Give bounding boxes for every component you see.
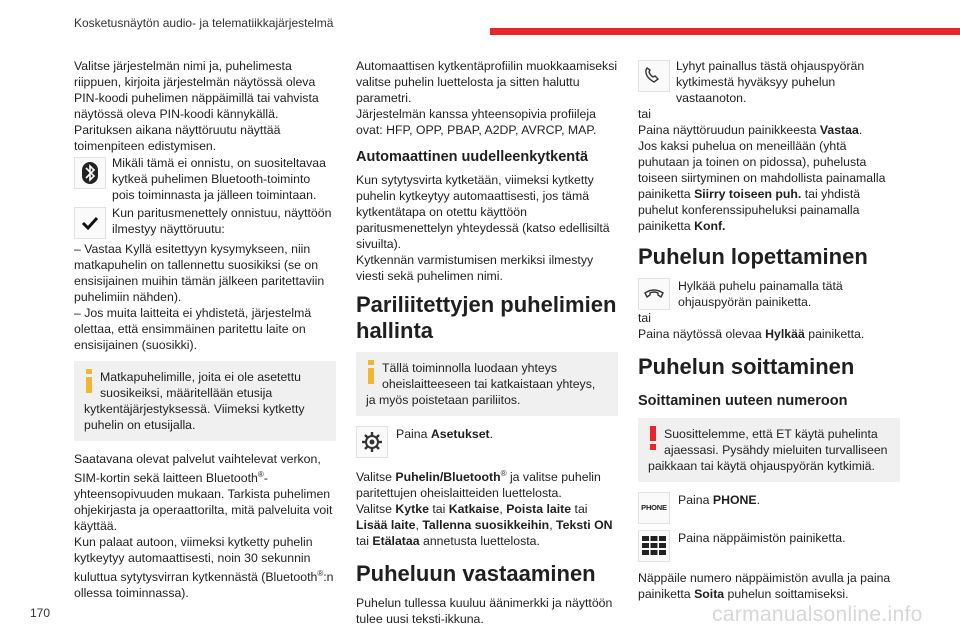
section-title: Puhelun lopettaminen — [638, 244, 868, 269]
paragraph: Näppäile numero näppäimistön avulla ja paina painiketta Soita puhelun soittamiseksi. — [638, 571, 891, 601]
section-title: Pariliitettyjen puhelimien hallinta — [356, 292, 617, 343]
paragraph: – Vastaa Kyllä esitettyyn kysymykseen, niin matkapuhelin on tallennettu suosikiksi (se on ensisijainen muihin tämän jälkeen paritettaviin puhelimiin nähden). — [74, 242, 325, 304]
note-text: Matkapuhelimille, joita ei ole asetettu suosikeiksi, määritellään etusija kytkentäjärjestyksessä. Viimeksi kytketty puhelin on etusijalla. — [84, 370, 305, 432]
section-title: Puhelun soittaminen — [638, 354, 855, 379]
paragraph: – Jos muita laitteita ei yhdistetä, järjestelmä olettaa, että ensimmäinen paritettu laite on ensisijainen (suosikki). — [74, 306, 312, 352]
keypad-step — [638, 530, 900, 562]
note-text: Suosittelemme, että ET käytä puhelinta ajaessasi. Pysähdy mieluiten turvalliseen paikkaan tai käytä ohjauspyörän kytkimiä. — [648, 427, 888, 473]
paragraph: Valitse järjestelmän nimi ja, puhelimesta riippuen, kirjoita järjestelmän näytössä oleva PIN-koodi puhelimen näppäimillä tai vahvista näytössä oleva PIN-koodi kännykällä. — [74, 59, 319, 121]
paragraph: Kytkennän varmistumisen merkiksi ilmestyy viesti sekä puhelimen nimi. — [356, 253, 594, 283]
paragraph: Paina näytössä olevaa Hylkää painiketta. — [638, 327, 865, 341]
paragraph: Mikäli tämä ei onnistu, on suositeltavaa kytkeä puhelimen Bluetooth-toiminto pois toiminnasta ja jälleen toimintaan. — [112, 156, 326, 202]
column-2 — [356, 58, 618, 627]
paragraph: Automaattisen kytkentäprofiilin muokkaamiseksi valitse puhelin luettelosta ja sitten haluttu parametri. — [356, 59, 618, 105]
pairing-success-tip — [74, 205, 336, 353]
info-icon — [84, 369, 94, 397]
phone-button-icon: PHONE — [638, 492, 670, 524]
info-note — [356, 352, 618, 416]
paragraph: Valitse Puhelin/Bluetooth® ja valitse puhelin paritettujen oheislaitteiden luettelosta. — [356, 469, 601, 501]
paragraph: Lyhyt painallus tästä ohjauspyörän kytkimestä hyväksyy puhelun vastaanoton. — [676, 59, 865, 105]
section-heading: Soittaminen uuteen numeroon — [638, 393, 848, 409]
gear-icon — [356, 426, 388, 458]
paragraph: Kun sytytysvirta kytketään, viimeksi kytketty puhelin kytkeytyy automaattisesti, jos tämä kytkentätapa on otettu käyttöön paritusmenettelyn yhteydessä (katso edellisiltä sivuilta). — [356, 173, 610, 251]
running-header: Kosketusnäytön audio- ja telematiikkajärjestelmä — [74, 16, 334, 30]
checkmark-icon — [74, 207, 106, 239]
paragraph: Paina näppäimistön painiketta. — [678, 531, 846, 545]
paragraph: Jos kaksi puhelua on meneillään (yhtä puhutaan ja toinen on pidossa), puhelusta toiseen siirtyminen on mahdollista painamalla painiketta Siirry toiseen puh. tai yhdistä puhelut konferenssipuheluksi painamalla painiketta Konf. — [638, 139, 886, 233]
paragraph: Hylkää puhelu painamalla tätä ohjauspyörän painiketta. — [678, 279, 843, 309]
paragraph: Paina Asetukset. — [396, 427, 494, 441]
info-note — [74, 361, 336, 441]
paragraph: tai — [638, 107, 651, 121]
paragraph: Paina PHONE. — [678, 493, 761, 507]
answer-step — [638, 58, 900, 106]
bluetooth-tip — [74, 155, 336, 203]
paragraph: Kun paritusmenettely onnistuu, näyttöön ilmestyy näyttöruutu: — [112, 206, 332, 236]
paragraph: tai — [638, 311, 651, 325]
paragraph: Kun palaat autoon, viimeksi kytketty puhelin kytkeytyy automaattisesti, noin 30 sekunnin kuluttua sytytysvirran kytkennästä (Bluetooth®:n ollessa toiminnassa). — [74, 535, 334, 601]
note-text: Tällä toiminnolla luodaan yhteys oheislaitteeseen tai katkaistaan yhteys, ja myös poistetaan pariliitos. — [366, 361, 596, 407]
phone-answer-icon — [638, 60, 670, 92]
paragraph: Järjestelmän kanssa yhteensopivia profiileja ovat: HFP, OPP, PBAP, A2DP, AVRCP, MAP. — [356, 107, 597, 137]
phone-hangup-icon — [638, 278, 670, 310]
column-1 — [74, 58, 336, 601]
header-accent-bar — [490, 28, 960, 35]
warning-icon — [648, 426, 658, 454]
paragraph: Puhelun tullessa kuuluu äänimerkki ja näyttöön tulee uusi teksti-ikkuna. — [356, 596, 613, 627]
paragraph: Paina näyttöruudun painikkeesta Vastaa. — [638, 123, 863, 137]
page-number: 170 — [30, 606, 51, 620]
phone-step — [638, 492, 900, 524]
bluetooth-icon — [74, 157, 106, 189]
end-call-step — [638, 278, 900, 310]
paragraph: Parituksen aikana näyttöruutu näyttää toimenpiteen edistymisen. — [74, 123, 281, 153]
warning-note — [638, 418, 900, 482]
settings-step — [356, 426, 618, 458]
column-3 — [638, 58, 900, 602]
paragraph: Saatavana olevat palvelut vaihtelevat verkon, SIM-kortin sekä laitteen Bluetooth®-yhteensopivuuden mukaan. Tarkista puhelimen ohjekirjasta ja operaattorilta, mitä palveluita voit käyttää. — [74, 452, 333, 534]
paragraph: Valitse Kytke tai Katkaise, Poista laite tai Lisää laite, Tallenna suosikkeihin, Teksti ON tai Etälataa annetusta luettelosta. — [356, 502, 613, 549]
section-heading: Automaattinen uudelleenkytkentä — [356, 149, 589, 165]
section-title: Puheluun vastaaminen — [356, 561, 596, 587]
watermark: carmanualsonline.info — [712, 603, 923, 626]
info-icon — [366, 360, 376, 388]
keypad-icon — [638, 530, 670, 562]
